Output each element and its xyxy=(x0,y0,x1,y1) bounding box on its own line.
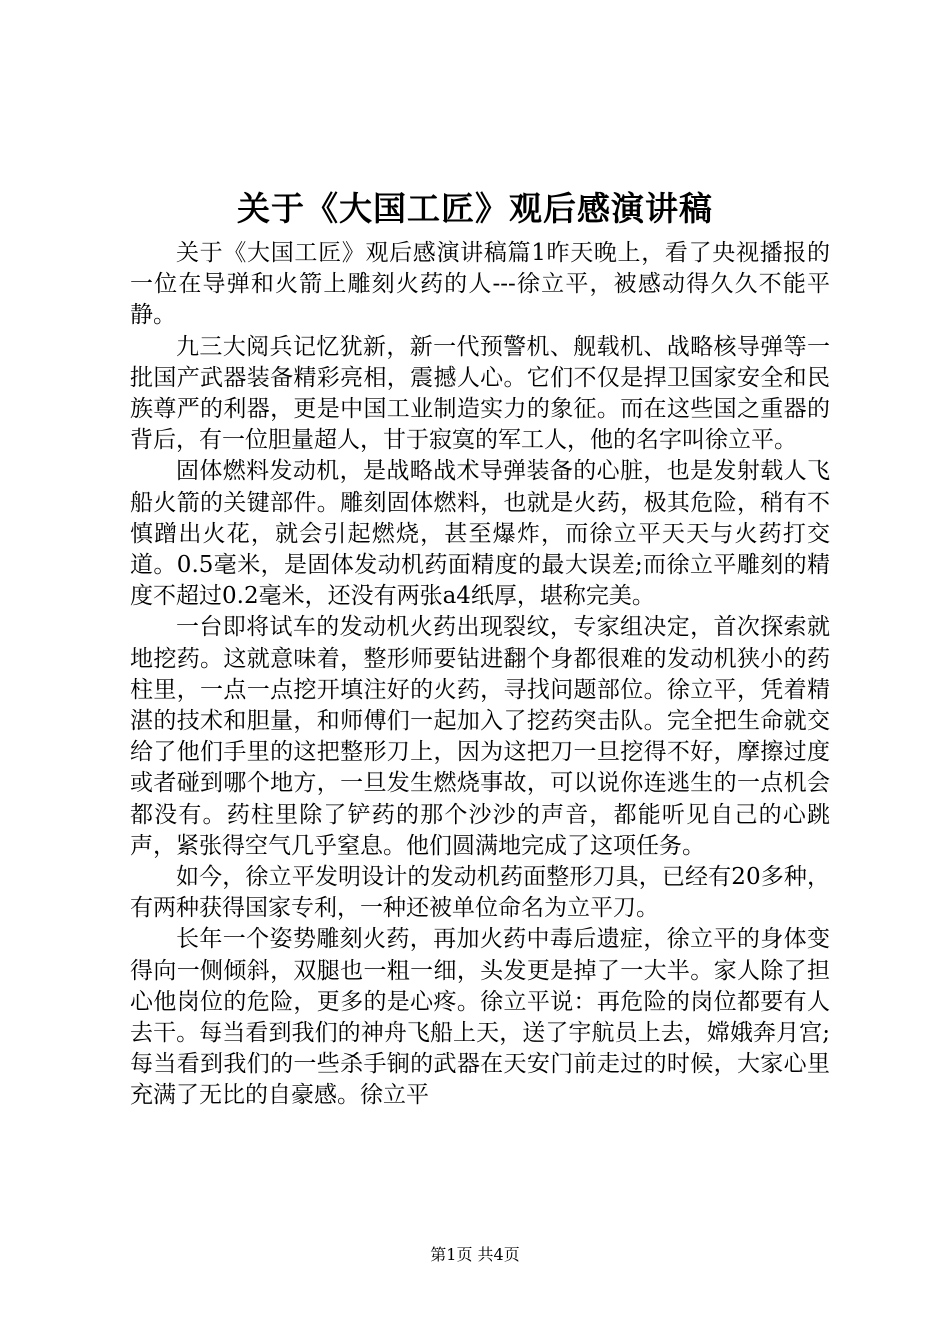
paragraph-4: 一台即将试车的发动机火药出现裂纹，专家组决定，首次探索就地挖药。这就意味着，整形师要钻进翻个身都很难的发动机狭小的药柱里，一点一点挖开填注好的火药，寻找问题部位。徐立平，凭着精湛的技术和胆量，和师傅们一起加入了挖药突击队。完全把生命就交给了他们手里的这把整形刀上，因为这把刀一旦挖得不好，摩擦过度或者碰到哪个地方，一旦发生燃烧事故，可以说你连逃生的一点机会都没有。药柱里除了铲药的那个沙沙的声音，都能听见自己的心跳声，紧张得空气几乎窒息。他们圆满地完成了这项任务。 xyxy=(130,614,830,859)
paragraph-1: 关于《大国工匠》观后感演讲稿篇1昨天晚上，看了央视播报的一位在导弹和火箭上雕刻火药的人---徐立平，被感动得久久不能平静。 xyxy=(130,240,830,329)
paragraph-6: 长年一个姿势雕刻火药，再加火药中毒后遗症，徐立平的身体变得向一侧倾斜，双腿也一粗一细，头发更是掉了一大半。家人除了担心他岗位的危险，更多的是心疼。徐立平说：再危险的岗位都要有人去干。每当看到我们的神舟飞船上天，送了宇航员上去，嫦娥奔月宫;每当看到我们的一些杀手锏的武器在天安门前走过的时候，大家心里充满了无比的自豪感。徐立平 xyxy=(130,926,830,1109)
paragraph-2: 九三大阅兵记忆犹新，新一代预警机、舰载机、战略核导弹等一批国产武器装备精彩亮相，震撼人心。它们不仅是捍卫国家安全和民族尊严的利器，更是中国工业制造实力的象征。而在这些国之重器的背后，有一位胆量超人，甘于寂寞的军工人，他的名字叫徐立平。 xyxy=(130,333,830,454)
page-footer: 第1页 共4页 xyxy=(430,1245,520,1264)
paragraph-3: 固体燃料发动机，是战略战术导弹装备的心脏，也是发射载人飞船火箭的关键部件。雕刻固体燃料，也就是火药，极其危险，稍有不慎蹭出火花，就会引起燃烧，甚至爆炸，而徐立平天天与火药打交道。0.5毫米，是固体发动机药面精度的最大误差;而徐立平雕刻的精度不超过0.2毫米，还没有两张a4纸厚，堪称完美。 xyxy=(130,458,830,610)
document-body xyxy=(130,238,830,1112)
document-title: 关于《大国工匠》观后感演讲稿 xyxy=(237,189,713,228)
paragraph-5: 如今，徐立平发明设计的发动机药面整形刀具，已经有20多种，有两种获得国家专利，一种还被单位命名为立平刀。 xyxy=(130,864,830,922)
